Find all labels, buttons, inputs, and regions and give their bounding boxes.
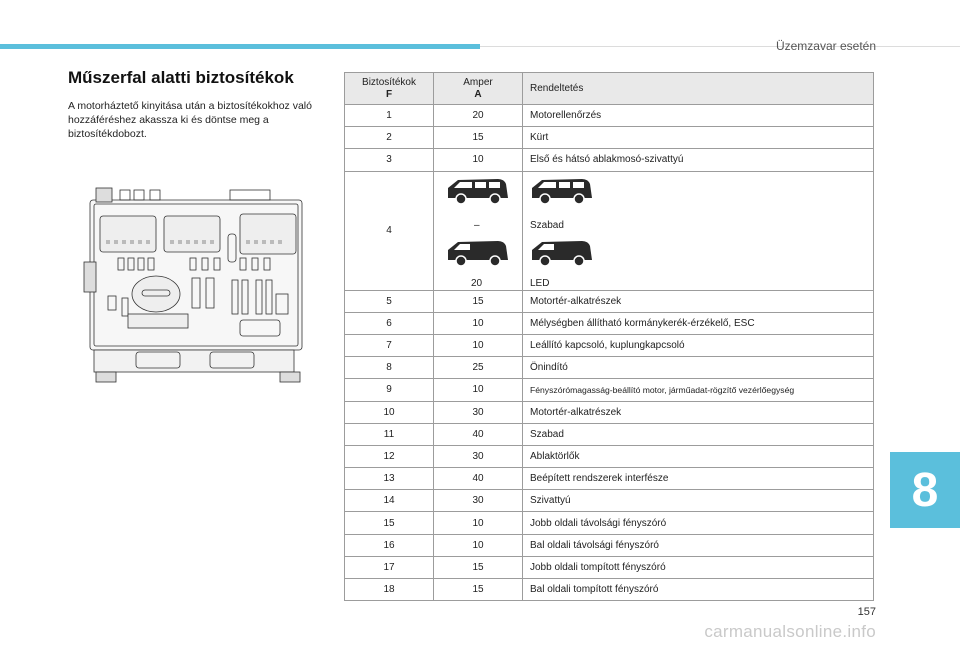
function-desc: Önindító xyxy=(523,357,874,379)
fuse-number: 7 xyxy=(345,334,434,356)
table-row xyxy=(345,490,874,512)
header-rule xyxy=(480,46,960,47)
fuse-number: 3 xyxy=(345,149,434,171)
table-row xyxy=(345,468,874,490)
fuse-number: 4 xyxy=(345,171,434,290)
table-row xyxy=(345,512,874,534)
table-row xyxy=(345,149,874,171)
table-row xyxy=(345,579,874,601)
function-desc: Szabad xyxy=(523,423,874,445)
table-row xyxy=(345,401,874,423)
function-desc: Fényszórómagasság-beállító motor, járműadat-rögzítő vezérlőegység xyxy=(523,379,874,401)
function-desc: Motortér-alkatrészek xyxy=(523,290,874,312)
passenger-van-icon xyxy=(446,176,510,206)
amperage: 20 xyxy=(434,105,523,127)
fuse-number: 17 xyxy=(345,556,434,578)
table-row xyxy=(345,290,874,312)
amperage: 10 xyxy=(434,334,523,356)
header-amp-unit: A xyxy=(474,88,482,100)
function-desc: Beépített rendszerek interfésze xyxy=(523,468,874,490)
fuse-number: 1 xyxy=(345,105,434,127)
amperage: 15 xyxy=(434,290,523,312)
fuse-number: 16 xyxy=(345,534,434,556)
amperage: 15 xyxy=(434,579,523,601)
fuse-number: 2 xyxy=(345,127,434,149)
function-desc: Motorellenőrzés xyxy=(523,105,874,127)
amperage: 30 xyxy=(434,401,523,423)
section-accent-bar xyxy=(0,44,480,49)
page-number: 157 xyxy=(857,606,876,618)
function-desc: Szivattyú xyxy=(523,490,874,512)
table-row xyxy=(345,445,874,467)
amperage-variants xyxy=(434,171,523,290)
amperage: 10 xyxy=(434,149,523,171)
table-row xyxy=(345,379,874,401)
fuse-box-diagram xyxy=(80,186,310,386)
function-desc: Bal oldali távolsági fényszóró xyxy=(523,534,874,556)
header-fuse-unit: F xyxy=(385,88,393,100)
section-title: Műszerfal alatti biztosítékok xyxy=(68,68,294,87)
function-variants xyxy=(523,171,874,290)
amperage-variant-1: – xyxy=(474,219,480,231)
amperage: 10 xyxy=(434,512,523,534)
fuse-table-header xyxy=(345,73,874,105)
amperage-variant-2: 20 xyxy=(471,277,483,289)
amperage: 30 xyxy=(434,490,523,512)
fuse-number: 9 xyxy=(345,379,434,401)
fuse-number: 15 xyxy=(345,512,434,534)
passenger-van-icon xyxy=(530,176,594,206)
function-variant-1: Szabad xyxy=(530,219,564,231)
function-desc: Ablaktörlők xyxy=(523,445,874,467)
amperage: 10 xyxy=(434,534,523,556)
fuse-number: 14 xyxy=(345,490,434,512)
header-amp-label: Amper xyxy=(463,76,493,88)
header-fuse-label: Biztosítékok xyxy=(362,76,416,88)
header-amp xyxy=(434,73,523,105)
table-row xyxy=(345,127,874,149)
intro-paragraph: A motorháztető kinyitása után a biztosítékokhoz való hozzáféréshez akassza ki és döntse meg a biztosítékdobozt. xyxy=(68,100,312,140)
fuse-number: 10 xyxy=(345,401,434,423)
fuse-number: 6 xyxy=(345,312,434,334)
chapter-tab: 8 xyxy=(890,452,960,528)
function-desc: Mélységben állítható kormánykerék-érzékelő, ESC xyxy=(523,312,874,334)
fuse-number: 8 xyxy=(345,357,434,379)
cargo-van-icon xyxy=(530,238,594,268)
chapter-header: Üzemzavar esetén xyxy=(775,39,876,53)
table-row xyxy=(345,423,874,445)
fuse-table xyxy=(344,72,874,601)
table-row xyxy=(345,312,874,334)
table-row-fuse-4 xyxy=(345,171,874,290)
fuse-number: 18 xyxy=(345,579,434,601)
table-row xyxy=(345,105,874,127)
header-desc: Rendeltetés xyxy=(523,73,874,105)
table-row xyxy=(345,556,874,578)
amperage: 15 xyxy=(434,127,523,149)
amperage: 25 xyxy=(434,357,523,379)
amperage: 40 xyxy=(434,468,523,490)
function-variant-2: LED xyxy=(530,277,550,289)
fuse-number: 12 xyxy=(345,445,434,467)
amperage: 30 xyxy=(434,445,523,467)
amperage: 10 xyxy=(434,379,523,401)
amperage: 15 xyxy=(434,556,523,578)
function-desc: Bal oldali tompított fényszóró xyxy=(523,579,874,601)
cargo-van-icon xyxy=(446,238,510,268)
function-desc: Jobb oldali távolsági fényszóró xyxy=(523,512,874,534)
table-row xyxy=(345,357,874,379)
function-desc: Leállító kapcsoló, kuplungkapcsoló xyxy=(523,334,874,356)
function-desc: Motortér-alkatrészek xyxy=(523,401,874,423)
table-row xyxy=(345,534,874,556)
fuse-number: 13 xyxy=(345,468,434,490)
function-desc: Kürt xyxy=(523,127,874,149)
fuse-number: 11 xyxy=(345,423,434,445)
table-row xyxy=(345,334,874,356)
watermark: carmanualsonline.info xyxy=(704,622,876,641)
function-desc: Első és hátsó ablakmosó-szivattyú xyxy=(523,149,874,171)
function-desc: Jobb oldali tompított fényszóró xyxy=(523,556,874,578)
header-fuse xyxy=(345,73,434,105)
amperage: 40 xyxy=(434,423,523,445)
fuse-number: 5 xyxy=(345,290,434,312)
amperage: 10 xyxy=(434,312,523,334)
